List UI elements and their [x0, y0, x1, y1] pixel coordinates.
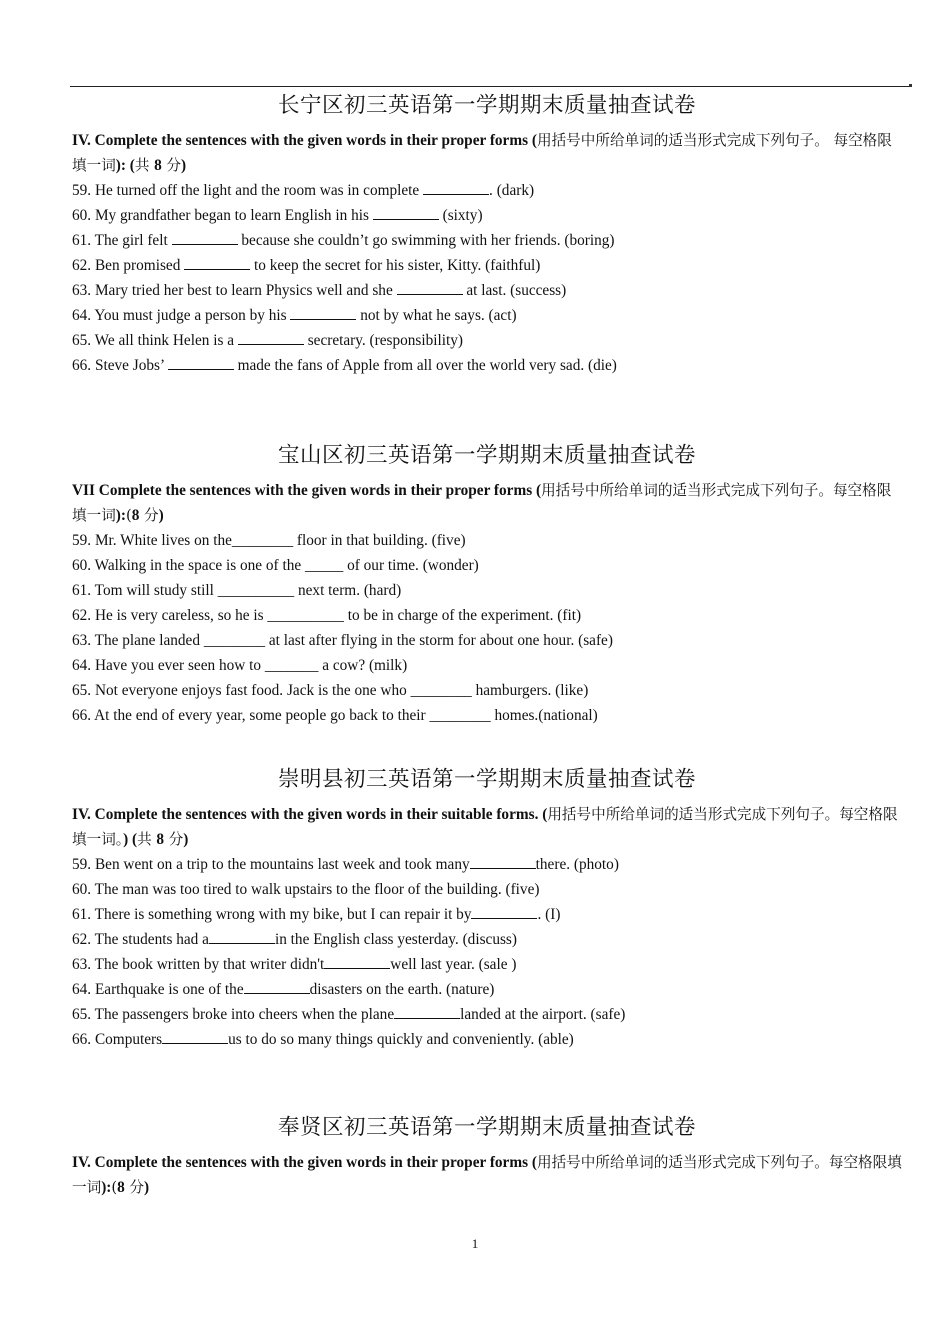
answer-blank [244, 979, 310, 994]
section-title: 奉贤区初三英语第一学期期末质量抽查试卷 [277, 1115, 696, 1140]
question-hint: landed at the airport. (safe) [460, 1006, 626, 1023]
question-text: 63. The book written by that writer didn't [72, 956, 325, 973]
section-instructions [72, 128, 902, 178]
instr-close: ) [144, 1179, 150, 1196]
section-chongming [72, 766, 902, 1052]
question-item [72, 528, 902, 553]
question-item [72, 927, 902, 952]
header-rule-dot [909, 84, 912, 87]
instr-score: 8 [156, 831, 164, 848]
question-hint: made the fans of Apple from all over the world very sad. (die) [233, 357, 617, 374]
question-hint: at last. (success) [462, 282, 567, 299]
question-item [72, 678, 902, 703]
section-instructions [72, 478, 902, 528]
instr-score-suffix: 分 [124, 1179, 144, 1196]
section-instructions [72, 1150, 902, 1200]
answer-blank [471, 904, 537, 919]
question-item [72, 877, 902, 902]
answer-blank [209, 929, 275, 944]
answer-blank: ________ [429, 707, 491, 724]
section-title: 崇明县初三英语第一学期期末质量抽查试卷 [277, 767, 696, 792]
question-item [72, 178, 902, 203]
question-list [72, 852, 902, 1052]
question-hint: hamburgers. (like) [471, 682, 589, 699]
section-instructions [72, 802, 902, 852]
question-item [72, 653, 902, 678]
answer-blank: _______ [264, 657, 319, 674]
question-hint: next term. (hard) [294, 582, 402, 599]
answer-blank: ________ [410, 682, 472, 699]
question-item [72, 703, 902, 728]
question-text: 59. Mr. White lives on the [72, 532, 232, 549]
question-hint: us to do so many things quickly and conveniently. (able) [228, 1031, 574, 1048]
question-item [72, 353, 902, 378]
instr-score: 8 [131, 507, 140, 524]
instr-score-suffix: 分 [161, 157, 182, 174]
question-hint: . (I) [537, 906, 561, 923]
question-item [72, 628, 902, 653]
answer-blank: _____ [305, 557, 344, 574]
question-hint: of our time. (wonder) [343, 557, 479, 574]
instr-score-suffix: 分 [139, 507, 159, 524]
page-number: 1 [471, 1236, 479, 1251]
question-text: 62. Ben promised [72, 257, 185, 274]
question-list [72, 178, 902, 378]
question-text: 59. He turned off the light and the room was in complete [72, 182, 424, 199]
question-item [72, 603, 902, 628]
question-text: 61. There is something wrong with my bike, but I can repair it by [72, 906, 472, 923]
instr-punct: ): ( [115, 157, 135, 174]
question-hint: at last after flying in the storm for about one hour. (safe) [265, 632, 613, 649]
question-item [72, 852, 902, 877]
question-text: 66. Steve Jobs’ [72, 357, 168, 374]
section-changning [72, 92, 902, 378]
question-text: 65. The passengers broke into cheers when the plane [72, 1006, 395, 1023]
answer-blank [184, 255, 250, 270]
question-hint: floor in that building. (five) [293, 532, 466, 549]
question-hint: in the English class yesterday. (discuss) [274, 931, 517, 948]
question-text: 64. Earthquake is one of the [72, 981, 244, 998]
question-hint: disasters on the earth. (nature) [309, 981, 495, 998]
question-text: 64. Have you ever seen how to [72, 657, 265, 674]
question-item [72, 203, 902, 228]
question-item [72, 328, 902, 353]
answer-blank: ________ [203, 632, 266, 649]
question-item [72, 578, 902, 603]
question-hint: not by what he says. (act) [356, 307, 517, 324]
question-item [72, 902, 902, 927]
question-text: 60. My grandfather began to learn English in his [72, 207, 373, 224]
question-hint: (sixty) [438, 207, 483, 224]
instr-punct: ): [115, 507, 126, 524]
answer-blank [324, 954, 390, 969]
question-item [72, 1002, 902, 1027]
answer-blank: __________ [267, 607, 344, 624]
section-title: 长宁区初三英语第一学期期末质量抽查试卷 [277, 93, 696, 118]
question-hint: well last year. (sale ) [390, 956, 517, 973]
question-text: 60. The man was too tired to walk upstairs to the floor of the building. (five) [72, 881, 540, 898]
question-text: 61. The girl felt [72, 232, 172, 249]
instr-english: IV. Complete the sentences with the given words in their proper forms ( [72, 1154, 537, 1171]
instr-score-prefix: 共 [137, 831, 157, 848]
question-hint: because she couldn’t go swimming with her friends. (boring) [237, 232, 615, 249]
instr-close: ) [158, 507, 164, 524]
answer-blank [238, 330, 304, 345]
answer-blank: __________ [217, 582, 295, 599]
question-item [72, 278, 902, 303]
instr-score-prefix: 共 [134, 157, 155, 174]
question-text: 59. Ben went on a trip to the mountains last week and took many [72, 856, 470, 873]
instr-english: IV. Complete the sentences with the given words in their proper forms ( [72, 132, 537, 149]
instr-score: 8 [117, 1179, 125, 1196]
instr-english: VII Complete the sentences with the given words in their proper forms ( [72, 482, 542, 499]
question-hint: there. (photo) [535, 856, 619, 873]
answer-blank [423, 180, 489, 195]
instr-score-prefix: ( [111, 1179, 118, 1196]
answer-blank [162, 1029, 228, 1044]
instr-punct: ): [101, 1179, 112, 1196]
instr-punct: ) ( [123, 831, 138, 848]
question-text: 62. He is very careless, so he is [72, 607, 268, 624]
section-baoshan [72, 442, 902, 728]
answer-blank [290, 305, 356, 320]
header-rule [70, 86, 912, 87]
instr-close: ) [183, 831, 189, 848]
instr-chinese: 用括号中所给单词的适当形式完成下列句子。 每空格限填一词 [72, 132, 892, 174]
question-text: 66. Computers [72, 1031, 163, 1048]
question-text: 62. The students had a [72, 931, 209, 948]
question-hint: a cow? (milk) [318, 657, 408, 674]
section-title: 宝山区初三英语第一学期期末质量抽查试卷 [277, 443, 696, 468]
question-text: 63. Mary tried her best to learn Physics well and she [72, 282, 397, 299]
question-item [72, 303, 902, 328]
answer-blank [470, 854, 536, 869]
section-fengxian [72, 1114, 902, 1200]
instr-score-suffix: 分 [163, 831, 184, 848]
question-hint: to be in charge of the experiment. (fit) [343, 607, 582, 624]
answer-blank [373, 205, 439, 220]
answer-blank [168, 355, 234, 370]
question-text: 61. Tom will study still [72, 582, 218, 599]
instr-chinese: 用括号中所给单词的适当形式完成下列句子。每空格限填一词 [72, 482, 892, 524]
question-hint: secretary. (responsibility) [303, 332, 464, 349]
answer-blank [394, 1004, 460, 1019]
question-text: 64. You must judge a person by his [72, 307, 291, 324]
question-text: 65. Not everyone enjoys fast food. Jack is the one who [72, 682, 411, 699]
question-hint: homes.(national) [490, 707, 598, 724]
question-item [72, 977, 902, 1002]
question-item [72, 553, 902, 578]
question-hint: to keep the secret for his sister, Kitty. (faithful) [250, 257, 541, 274]
instr-english: IV. Complete the sentences with the given words in their suitable forms. ( [72, 806, 548, 823]
instr-score: 8 [154, 157, 162, 174]
instr-chinese: 用括号中所给单词的适当形式完成下列句子。每空格限填一词 [72, 1154, 902, 1196]
question-list [72, 528, 902, 728]
question-item [72, 952, 902, 977]
question-item [72, 1027, 902, 1052]
question-item [72, 228, 902, 253]
instr-chinese: 用括号中所给单词的适当形式完成下列句子。每空格限填一词。 [72, 806, 898, 848]
instr-score-prefix: ( [126, 507, 132, 524]
answer-blank [397, 280, 463, 295]
question-item [72, 253, 902, 278]
answer-blank: ________ [231, 532, 294, 549]
question-text: 63. The plane landed [72, 632, 204, 649]
instr-close: ) [181, 157, 187, 174]
question-text: 65. We all think Helen is a [72, 332, 238, 349]
answer-blank [172, 230, 238, 245]
question-hint: . (dark) [489, 182, 535, 199]
question-text: 66. At the end of every year, some people go back to their [72, 707, 430, 724]
question-text: 60. Walking in the space is one of the [72, 557, 305, 574]
